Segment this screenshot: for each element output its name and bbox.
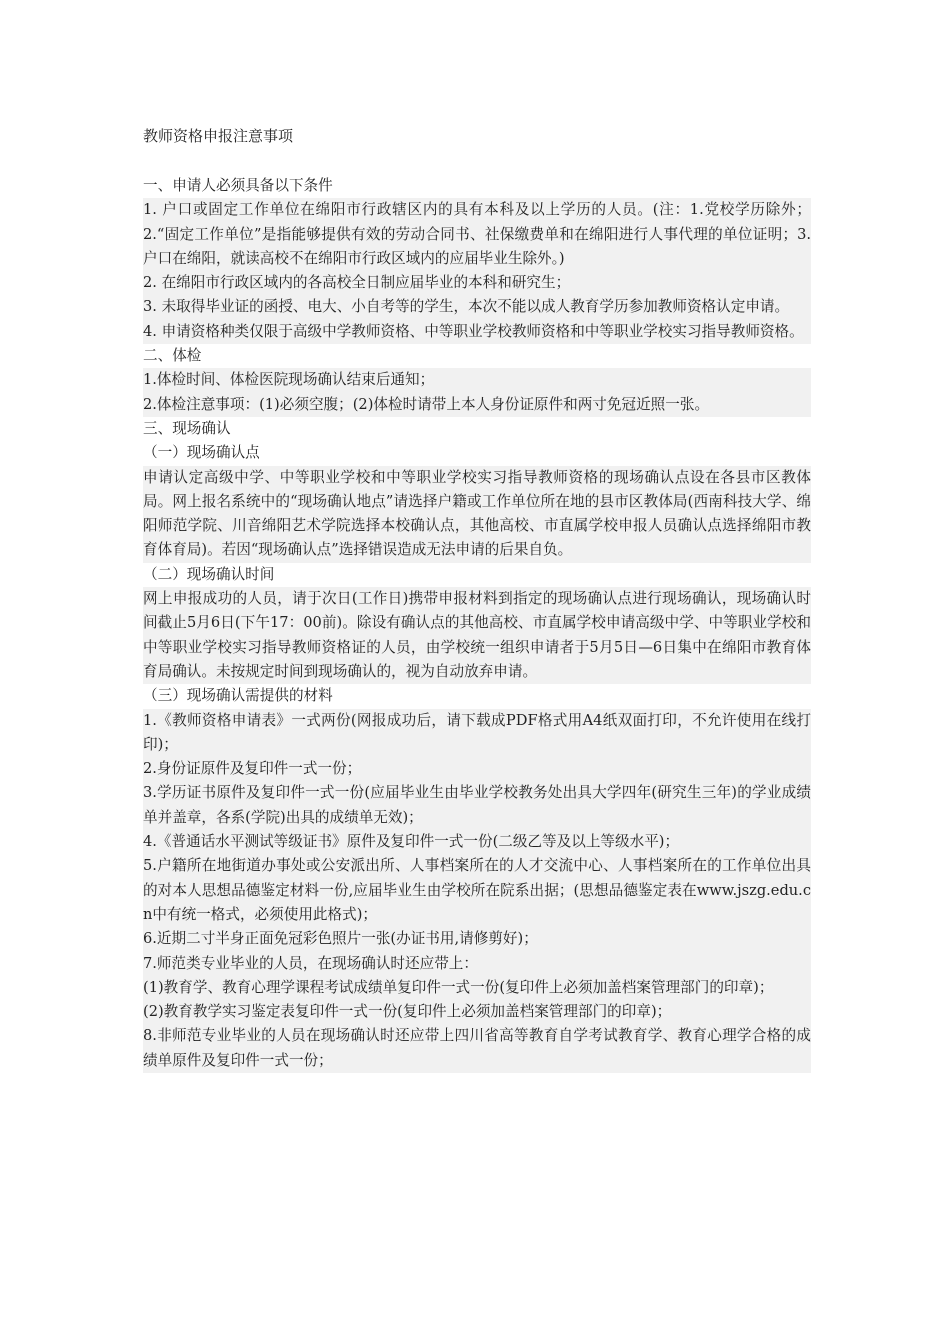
condition-item-3: 3. 未取得毕业证的函授、电大、小自考等的学生，本次不能以成人教育学历参加教师资格认定申请。 <box>143 295 811 319</box>
document-body <box>143 174 811 1073</box>
material-item-5: 5.户籍所在地街道办事处或公安派出所、人事档案所在的人才交流中心、人事档案所在的工作单位出具的对本人思想品德鉴定材料一份,应届毕业生由学校所在院系出据；(思想品德鉴定表在www.jszg.edu.cn中有统一格式，必须使用此格式)； <box>143 854 811 927</box>
material-item-1: 1.《教师资格申请表》一式两份(网报成功后，请下载成PDF格式用A4纸双面打印，不允许使用在线打印)； <box>143 709 811 758</box>
material-item-7-sub-1: (1)教育学、教育心理学课程考试成绩单复印件一式一份(复印件上必须加盖档案管理部门的印章)； <box>143 976 811 1000</box>
subheading-required-materials: （三）现场确认需提供的材料 <box>143 687 333 705</box>
exam-item-1: 1.体检时间、体检医院现场确认结束后通知； <box>143 368 811 392</box>
condition-item-2: 2. 在绵阳市行政区域内的各高校全日制应届毕业的本科和研究生； <box>143 271 811 295</box>
material-item-7-sub-2: (2)教育教学实习鉴定表复印件一式一份(复印件上必须加盖档案管理部门的印章)； <box>143 1000 811 1024</box>
material-item-2: 2.身份证原件及复印件一式一份； <box>143 757 811 781</box>
subheading-confirmation-location: （一）现场确认点 <box>143 444 260 462</box>
document-page <box>143 124 811 1073</box>
section-heading-onsite-confirmation: 三、现场确认 <box>143 419 231 437</box>
subheading-confirmation-time: （二）现场确认时间 <box>143 565 275 583</box>
paragraph-confirmation-time: 网上申报成功的人员，请于次日(工作日)携带申报材料到指定的现场确认点进行现场确认，现场确认时间截止5月6日(下午17：00前)。除设有确认点的其他高校、市直属学校申请高级中学、中等职业学校和中等职业学校实习指导教师资格证的人员，由学校统一组织申请者于5月5日—6日集中在绵阳市教育体育局确认。未按规定时间到现场确认的，视为自动放弃申请。 <box>143 587 811 684</box>
exam-item-2: 2.体检注意事项：(1)必须空腹；(2)体检时请带上本人身份证原件和两寸免冠近照一张。 <box>143 393 811 417</box>
paragraph-confirmation-location: 申请认定高级中学、中等职业学校和中等职业学校实习指导教师资格的现场确认点设在各县市区教体局。网上报名系统中的“现场确认地点”请选择户籍或工作单位所在地的县市区教体局(西南科技大学、绵阳师范学院、川音绵阳艺术学院选择本校确认点，其他高校、市直属学校申报人员确认点选择绵阳市教育体育局)。若因“现场确认点”选择错误造成无法申请的后果自负。 <box>143 466 811 563</box>
material-item-6: 6.近期二寸半身正面免冠彩色照片一张(办证书用,请修剪好)； <box>143 927 811 951</box>
material-item-7: 7.师范类专业毕业的人员，在现场确认时还应带上： <box>143 952 811 976</box>
condition-item-4: 4. 申请资格种类仅限于高级中学教师资格、中等职业学校教师资格和中等职业学校实习指导教师资格。 <box>143 320 811 344</box>
material-item-4: 4.《普通话水平测试等级证书》原件及复印件一式一份(二级乙等及以上等级水平)； <box>143 830 811 854</box>
material-item-3: 3.学历证书原件及复印件一式一份(应届毕业生由毕业学校教务处出具大学四年(研究生三年)的学业成绩单并盖章，各系(学院)出具的成绩单无效)； <box>143 781 811 830</box>
condition-item-1: 1. 户口或固定工作单位在绵阳市行政辖区内的具有本科及以上学历的人员。(注：1.党校学历除外；2.“固定工作单位”是指能够提供有效的劳动合同书、社保缴费单和在绵阳进行人事代理的单位证明；3.户口在绵阳，就读高校不在绵阳市行政区域内的应届毕业生除外。) <box>143 198 811 271</box>
section-heading-physical-exam: 二、体检 <box>143 347 202 365</box>
material-item-8: 8.非师范专业毕业的人员在现场确认时还应带上四川省高等教育自学考试教育学、教育心理学合格的成绩单原件及复印件一式一份； <box>143 1024 811 1073</box>
document-title: 教师资格申报注意事项 <box>143 127 294 145</box>
section-heading-conditions: 一、申请人必须具备以下条件 <box>143 177 333 194</box>
